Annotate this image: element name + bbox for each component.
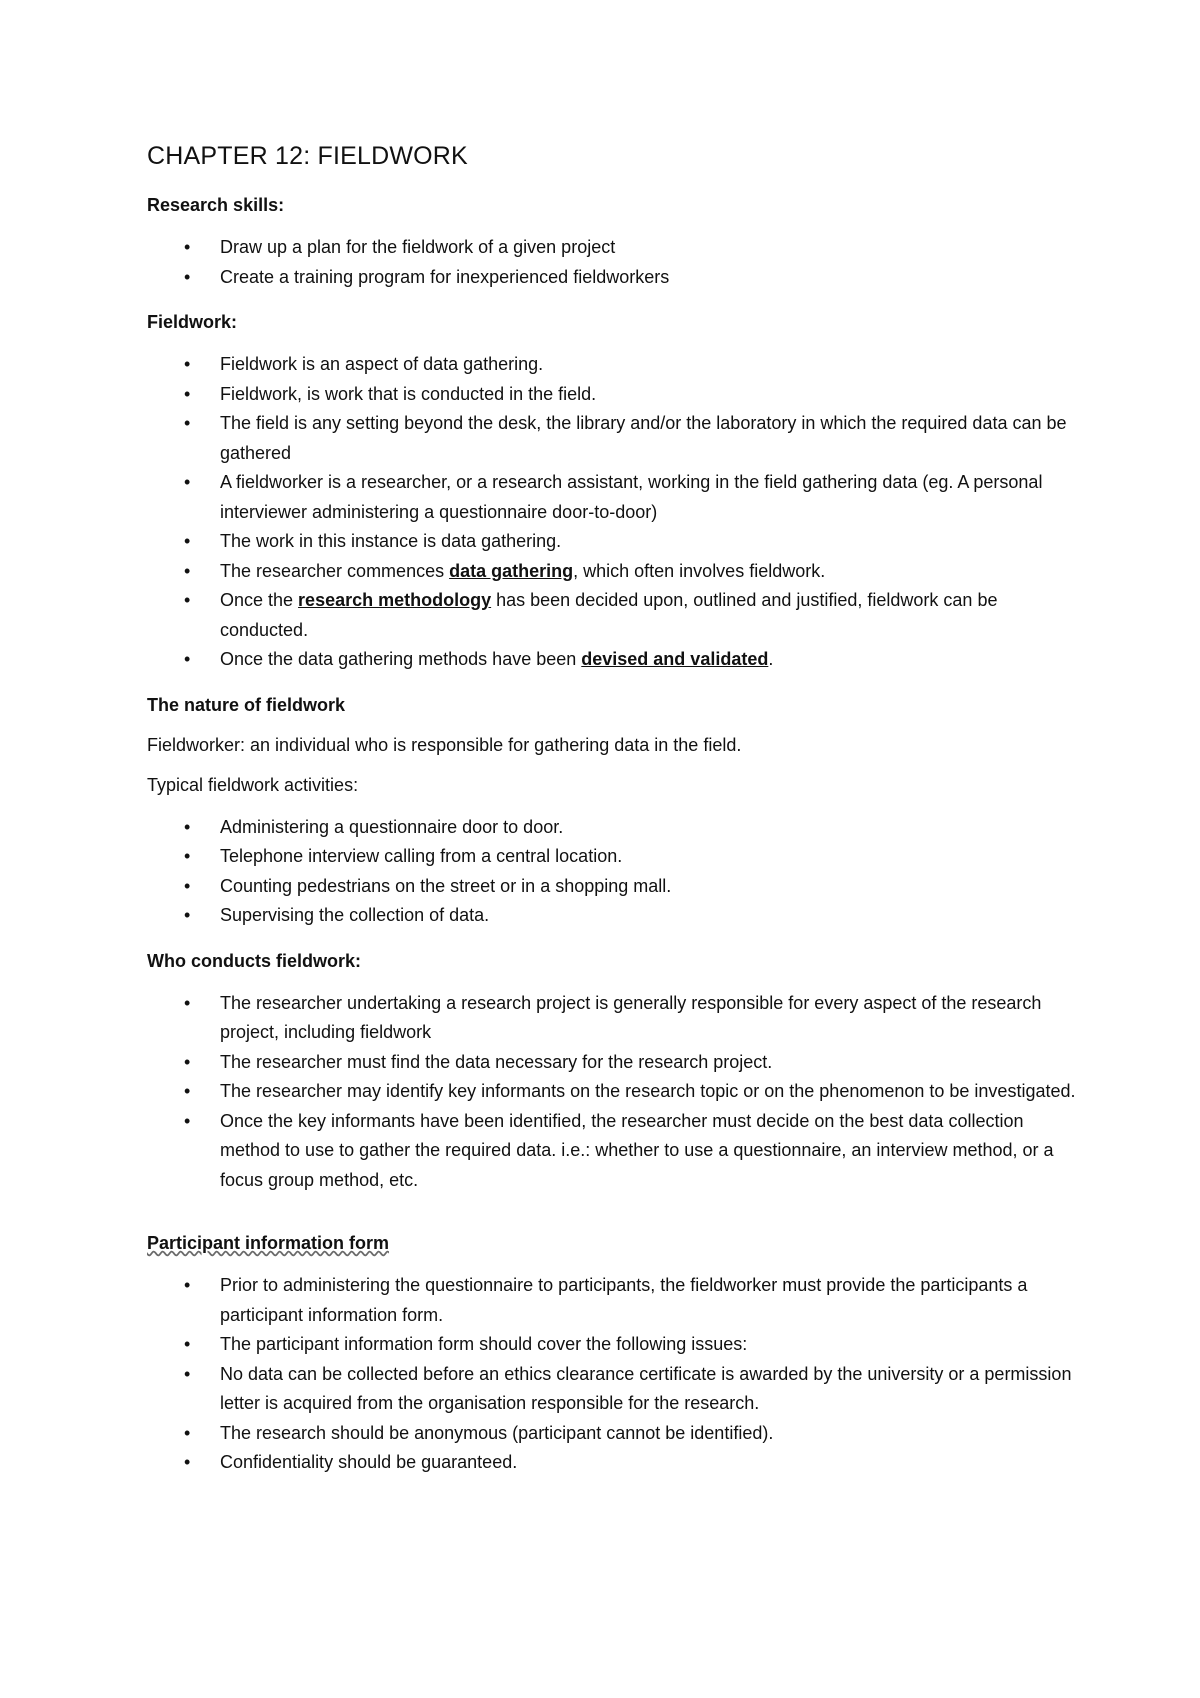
fieldworker-definition: Fieldworker: an individual who is responsible for gathering data in the field. (147, 734, 742, 755)
list-item: • The researcher undertaking a research project is generally responsible for every aspect of the research project, including fieldwork (147, 989, 1077, 1048)
list-item-text: Once the (220, 590, 299, 610)
document-body (147, 142, 1077, 1496)
activities-label: Typical fieldwork activities: (147, 774, 359, 795)
activities-list (147, 813, 1077, 931)
list-item: • Prior to administering the questionnaire to participants, the fieldworker must provide the participants a participant information form. (147, 1271, 1077, 1330)
fieldwork-list (147, 350, 1077, 675)
who-heading: Who conducts fieldwork: (147, 950, 361, 971)
list-item-text: has been decided upon, outlined and justified, fieldwork can be conducted. (220, 590, 998, 640)
nature-heading: The nature of fieldwork (147, 694, 346, 715)
list-item: • Draw up a plan for the fieldwork of a given project (147, 233, 1077, 263)
emphasis-research-methodology: research methodology (298, 590, 492, 610)
list-item: • Confidentiality should be guaranteed. (147, 1448, 1077, 1478)
list-item-text: , which often involves fieldwork. (573, 560, 826, 581)
list-item: • The field is any setting beyond the desk, the library and/or the laboratory in which the required data can be gathered (147, 409, 1077, 468)
list-item-text: . (768, 649, 774, 669)
list-item: • Fieldwork, is work that is conducted in the field. (147, 380, 1077, 410)
list-item: • Once the key informants have been identified, the researcher must decide on the best data collection method to use to gather the required data. i.e.: whether to use a questionnaire, an interview method, or a focus group method, etc. (147, 1107, 1077, 1196)
chapter-title: CHAPTER 12: FIELDWORK (147, 142, 468, 170)
list-item: • The researcher may identify key informants on the research topic or on the phenomenon to be investigated. (147, 1077, 1077, 1107)
fieldwork-heading: Fieldwork: (147, 312, 238, 332)
research-skills-list (147, 233, 1077, 292)
list-item: • Supervising the collection of data. (147, 901, 1077, 931)
list-item: • No data can be collected before an ethics clearance certificate is awarded by the university or a permission letter is acquired from the organisation responsible for the research. (147, 1360, 1077, 1419)
list-item: • The participant information form should cover the following issues: (147, 1330, 1077, 1360)
list-item: • The work in this instance is data gathering. (147, 527, 1077, 557)
list-item (147, 586, 1077, 645)
list-item: • Administering a questionnaire door to door. (147, 813, 1077, 843)
list-item: • The researcher must find the data necessary for the research project. (147, 1048, 1077, 1078)
list-item-text: The researcher commences (220, 560, 450, 581)
participant-heading-text: Participant information form (147, 1233, 390, 1253)
list-item (147, 557, 1077, 587)
list-item-text: Once the data gathering methods have been (220, 649, 582, 669)
participant-list (147, 1271, 1077, 1478)
research-skills-heading: Research skills: (147, 195, 285, 215)
emphasis-devised-validated: devised and validated (581, 649, 769, 669)
who-list (147, 989, 1077, 1196)
emphasis-data-gathering: data gathering (449, 560, 574, 581)
list-item: • Create a training program for inexperienced fieldworkers (147, 263, 1077, 293)
list-item: • Fieldwork is an aspect of data gathering. (147, 350, 1077, 380)
spacer (147, 1213, 1077, 1231)
participant-heading (147, 1231, 1077, 1255)
list-item: • A fieldworker is a researcher, or a research assistant, working in the field gathering data (eg. A personal interviewer administering a questionnaire door-to-door) (147, 468, 1077, 527)
list-item: • Telephone interview calling from a central location. (147, 842, 1077, 872)
list-item (147, 645, 1077, 675)
list-item: • The research should be anonymous (participant cannot be identified). (147, 1419, 1077, 1449)
list-item: • Counting pedestrians on the street or in a shopping mall. (147, 872, 1077, 902)
